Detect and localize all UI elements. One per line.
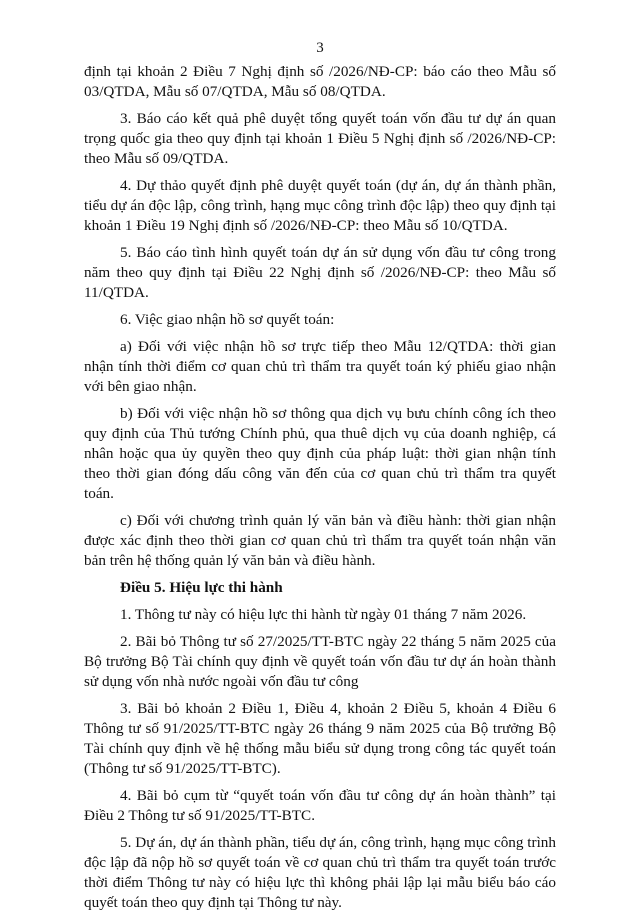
article-paragraph-5: 5. Dự án, dự án thành phần, tiểu dự án, công trình, hạng mục công trình độc lập đã nộp hồ sơ quyết toán về cơ quan chủ trì thẩm tra quyết toán trước thời điểm Thông tư này có hiệu lực thì không phải lập lại mẫu biểu báo cáo quyết toán theo quy định tại Thông tư này.	[84, 834, 556, 911]
article-paragraph-2: 2. Bãi bỏ Thông tư số 27/2025/TT-BTC ngày 22 tháng 5 năm 2025 của Bộ trưởng Bộ Tài chính quy định về quyết toán vốn đầu tư dự án hoàn thành sử dụng vốn nhà nước ngoài vốn đầu tư công	[84, 633, 556, 690]
paragraph-item-6b: b) Đối với việc nhận hồ sơ thông qua dịch vụ bưu chính công ích theo quy định của Thủ tướng Chính phủ, qua thuê dịch vụ của doanh nghiệp, cá nhân hoặc qua ủy quyền theo quy định của pháp luật: thời gian nhận tính theo thời gian đóng dấu công văn đến của cơ quan chủ trì thẩm tra quyết toán.	[84, 405, 556, 502]
paragraph-item-3: 3. Báo cáo kết quả phê duyệt tổng quyết toán vốn đầu tư dự án quan trọng quốc gia theo quy định tại khoản 1 Điều 5 Nghị định số /2026/NĐ-CP: theo Mẫu số 09/QTDA.	[84, 110, 556, 167]
paragraph-item-4: 4. Dự thảo quyết định phê duyệt quyết toán (dự án, dự án thành phần, tiểu dự án độc lập, công trình, hạng mục công trình độc lập) theo quy định tại khoản 1 Điều 19 Nghị định số /2026/NĐ-CP: theo Mẫu số 10/QTDA.	[84, 177, 556, 234]
paragraph-item-6c: c) Đối với chương trình quản lý văn bản và điều hành: thời gian nhận được xác định theo thời gian cơ quan chủ trì thẩm tra quyết toán nhận văn bản trên hệ thống quản lý văn bản và điều hành.	[84, 512, 556, 569]
paragraph-item-6a: a) Đối với việc nhận hồ sơ trực tiếp theo Mẫu 12/QTDA: thời gian nhận tính thời điểm cơ quan chủ trì thẩm tra quyết toán ký phiếu giao nhận với bên giao nhận.	[84, 338, 556, 395]
paragraph-continuation: định tại khoản 2 Điều 7 Nghị định số /2026/NĐ-CP: báo cáo theo Mẫu số 03/QTDA, Mẫu số 07/QTDA, Mẫu số 08/QTDA.	[84, 63, 556, 100]
article-paragraph-4: 4. Bãi bỏ cụm từ “quyết toán vốn đầu tư công dự án hoàn thành” tại Điều 2 Thông tư số 91/2025/TT-BTC.	[84, 787, 556, 824]
article-paragraph-1: 1. Thông tư này có hiệu lực thi hành từ ngày 01 tháng 7 năm 2026.	[120, 606, 527, 623]
article-paragraph-3: 3. Bãi bỏ khoản 2 Điều 1, Điều 4, khoản 2 Điều 5, khoản 4 Điều 6 Thông tư số 91/2025/TT-BTC ngày 26 tháng 9 năm 2025 của Bộ trưởng Bộ Tài chính quy định về hệ thống mẫu biểu sử dụng trong công tác quyết toán (Thông tư số 91/2025/TT-BTC).	[84, 700, 556, 777]
paragraph-item-6: 6. Việc giao nhận hồ sơ quyết toán:	[120, 311, 335, 328]
page-number: 3	[316, 40, 324, 56]
document-body	[84, 62, 556, 920]
article-heading: Điều 5. Hiệu lực thi hành	[120, 579, 283, 596]
paragraph-item-5: 5. Báo cáo tình hình quyết toán dự án sử dụng vốn đầu tư công trong năm theo quy định tại Điều 22 Nghị định số /2026/NĐ-CP: theo Mẫu số 11/QTDA.	[84, 244, 556, 301]
